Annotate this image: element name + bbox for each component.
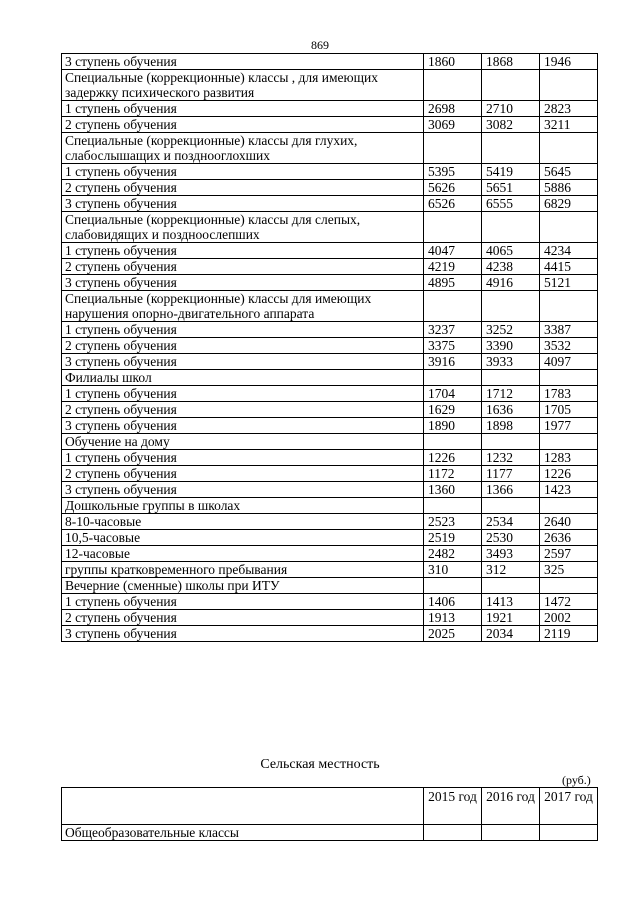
cell-value: 2034 bbox=[482, 626, 540, 642]
table-row bbox=[62, 180, 598, 196]
table-row bbox=[62, 530, 598, 546]
cell-value: 2534 bbox=[482, 514, 540, 530]
column-header: 2017 год bbox=[540, 788, 598, 825]
table-row bbox=[62, 291, 598, 322]
table-row bbox=[62, 594, 598, 610]
row-label: 1 ступень обучения bbox=[62, 322, 424, 338]
cell-value: 3069 bbox=[424, 117, 482, 133]
table-row bbox=[62, 498, 598, 514]
cell-value: 2002 bbox=[540, 610, 598, 626]
cell-value: 3532 bbox=[540, 338, 598, 354]
cell-value: 5645 bbox=[540, 164, 598, 180]
cell-value: 4219 bbox=[424, 259, 482, 275]
cell-value: 2530 bbox=[482, 530, 540, 546]
row-label: 3 ступень обучения bbox=[62, 196, 424, 212]
row-label: 3 ступень обучения bbox=[62, 626, 424, 642]
table-row bbox=[62, 117, 598, 133]
cell-value: 5651 bbox=[482, 180, 540, 196]
table-row bbox=[62, 54, 598, 70]
table-row bbox=[62, 482, 598, 498]
row-label: 1 ступень обучения bbox=[62, 101, 424, 117]
row-label: 3 ступень обучения bbox=[62, 54, 424, 70]
table-row bbox=[62, 196, 598, 212]
table-row bbox=[62, 101, 598, 117]
row-label: Специальные (коррекционные) классы для глухих, слабослышащих и позднооглохших bbox=[62, 133, 424, 164]
cell-value: 3916 bbox=[424, 354, 482, 370]
row-label: Специальные (коррекционные) классы для имеющих нарушения опорно-двигательного аппарата bbox=[62, 291, 424, 322]
cell-value: 3082 bbox=[482, 117, 540, 133]
column-header: 2015 год bbox=[424, 788, 482, 825]
cell-value: 5419 bbox=[482, 164, 540, 180]
cell-value: 2636 bbox=[540, 530, 598, 546]
row-label: 1 ступень обучения bbox=[62, 386, 424, 402]
cell-value: 1921 bbox=[482, 610, 540, 626]
cell-value bbox=[482, 70, 540, 101]
cell-value: 1360 bbox=[424, 482, 482, 498]
cell-value: 1406 bbox=[424, 594, 482, 610]
cell-value: 6829 bbox=[540, 196, 598, 212]
row-label: 3 ступень обучения bbox=[62, 354, 424, 370]
cell-value bbox=[424, 70, 482, 101]
cell-value bbox=[482, 291, 540, 322]
cell-value: 5121 bbox=[540, 275, 598, 291]
cell-value: 4916 bbox=[482, 275, 540, 291]
row-label: 1 ступень обучения bbox=[62, 243, 424, 259]
row-label: Специальные (коррекционные) классы для слепых, слабовидящих и поздноослепших bbox=[62, 212, 424, 243]
row-label: 1 ступень обучения bbox=[62, 450, 424, 466]
cell-value bbox=[424, 133, 482, 164]
table-row bbox=[62, 434, 598, 450]
row-label: 3 ступень обучения bbox=[62, 482, 424, 498]
cell-value: 5886 bbox=[540, 180, 598, 196]
cell-value bbox=[482, 133, 540, 164]
cell-value: 1629 bbox=[424, 402, 482, 418]
table-row bbox=[62, 402, 598, 418]
cell-value: 3252 bbox=[482, 322, 540, 338]
cell-value: 4234 bbox=[540, 243, 598, 259]
table-row bbox=[62, 164, 598, 180]
row-label: Вечерние (сменные) школы при ИТУ bbox=[62, 578, 424, 594]
cell-value bbox=[482, 434, 540, 450]
cell-value bbox=[540, 70, 598, 101]
cell-value: 5626 bbox=[424, 180, 482, 196]
cell-value: 1423 bbox=[540, 482, 598, 498]
cell-value: 6526 bbox=[424, 196, 482, 212]
cell-value bbox=[482, 578, 540, 594]
table-row bbox=[62, 275, 598, 291]
table-row bbox=[62, 70, 598, 101]
cost-table-body bbox=[62, 54, 598, 642]
cell-value: 1232 bbox=[482, 450, 540, 466]
cell-value bbox=[424, 578, 482, 594]
cell-value: 3211 bbox=[540, 117, 598, 133]
cell-value: 2519 bbox=[424, 530, 482, 546]
table-row bbox=[62, 610, 598, 626]
cell-value: 1177 bbox=[482, 466, 540, 482]
cell-value bbox=[424, 825, 482, 841]
cell-value bbox=[424, 434, 482, 450]
cell-value bbox=[482, 370, 540, 386]
cell-value bbox=[482, 825, 540, 841]
row-label: 1 ступень обучения bbox=[62, 594, 424, 610]
cell-value: 6555 bbox=[482, 196, 540, 212]
row-label: 2 ступень обучения bbox=[62, 610, 424, 626]
table-header-row bbox=[62, 788, 598, 825]
cell-value: 1946 bbox=[540, 54, 598, 70]
cell-value bbox=[540, 825, 598, 841]
cell-value: 4415 bbox=[540, 259, 598, 275]
cell-value: 2823 bbox=[540, 101, 598, 117]
cell-value: 2710 bbox=[482, 101, 540, 117]
row-label: 2 ступень обучения bbox=[62, 338, 424, 354]
cell-value: 5395 bbox=[424, 164, 482, 180]
cell-value: 2482 bbox=[424, 546, 482, 562]
cell-value: 3387 bbox=[540, 322, 598, 338]
cell-value bbox=[424, 212, 482, 243]
row-label: 1 ступень обучения bbox=[62, 164, 424, 180]
table-row bbox=[62, 562, 598, 578]
cell-value: 4097 bbox=[540, 354, 598, 370]
cell-value: 1898 bbox=[482, 418, 540, 434]
cell-value: 4065 bbox=[482, 243, 540, 259]
table-row bbox=[62, 418, 598, 434]
page-number: 869 bbox=[311, 38, 329, 52]
column-header: 2016 год bbox=[482, 788, 540, 825]
row-label: Дошкольные группы в школах bbox=[62, 498, 424, 514]
cell-value: 2119 bbox=[540, 626, 598, 642]
table-row bbox=[62, 259, 598, 275]
cell-value: 1704 bbox=[424, 386, 482, 402]
row-label: Обучение на дому bbox=[62, 434, 424, 450]
row-label: 3 ступень обучения bbox=[62, 275, 424, 291]
cell-value bbox=[540, 434, 598, 450]
cell-value bbox=[540, 133, 598, 164]
cell-value: 1783 bbox=[540, 386, 598, 402]
cell-value: 1860 bbox=[424, 54, 482, 70]
cell-value bbox=[424, 370, 482, 386]
cell-value: 312 bbox=[482, 562, 540, 578]
cell-value: 3933 bbox=[482, 354, 540, 370]
cell-value: 1868 bbox=[482, 54, 540, 70]
cell-value bbox=[540, 370, 598, 386]
cost-table bbox=[61, 53, 598, 642]
cell-value: 1890 bbox=[424, 418, 482, 434]
cell-value: 2025 bbox=[424, 626, 482, 642]
rural-cost-table bbox=[61, 787, 598, 841]
cell-value: 4895 bbox=[424, 275, 482, 291]
cell-value: 1366 bbox=[482, 482, 540, 498]
row-label: 2 ступень обучения bbox=[62, 180, 424, 196]
cell-value bbox=[540, 212, 598, 243]
cell-value bbox=[540, 291, 598, 322]
row-label: 2 ступень обучения bbox=[62, 466, 424, 482]
cell-value: 1913 bbox=[424, 610, 482, 626]
cell-value: 1472 bbox=[540, 594, 598, 610]
table-row bbox=[62, 514, 598, 530]
cell-value: 310 bbox=[424, 562, 482, 578]
table-row bbox=[62, 466, 598, 482]
table-row bbox=[62, 626, 598, 642]
row-label: 12-часовые bbox=[62, 546, 424, 562]
row-label: 2 ступень обучения bbox=[62, 117, 424, 133]
row-label: Общеобразовательные классы bbox=[62, 825, 424, 841]
cell-value bbox=[540, 578, 598, 594]
column-header bbox=[62, 788, 424, 825]
row-label: 3 ступень обучения bbox=[62, 418, 424, 434]
cell-value: 325 bbox=[540, 562, 598, 578]
cell-value: 1283 bbox=[540, 450, 598, 466]
table-row bbox=[62, 212, 598, 243]
table-row bbox=[62, 354, 598, 370]
row-label: Специальные (коррекционные) классы , для имеющих задержку психического развития bbox=[62, 70, 424, 101]
row-label: 2 ступень обучения bbox=[62, 402, 424, 418]
cell-value: 4238 bbox=[482, 259, 540, 275]
table-row bbox=[62, 370, 598, 386]
cell-value bbox=[424, 291, 482, 322]
cell-value: 1226 bbox=[424, 450, 482, 466]
cell-value: 3390 bbox=[482, 338, 540, 354]
cell-value: 1636 bbox=[482, 402, 540, 418]
cell-value: 3493 bbox=[482, 546, 540, 562]
cell-value: 1226 bbox=[540, 466, 598, 482]
section-title: Сельская местность bbox=[260, 757, 380, 772]
row-label: 10,5-часовые bbox=[62, 530, 424, 546]
table-row bbox=[62, 546, 598, 562]
row-label: 2 ступень обучения bbox=[62, 259, 424, 275]
cell-value bbox=[482, 498, 540, 514]
cell-value: 1413 bbox=[482, 594, 540, 610]
cell-value: 3237 bbox=[424, 322, 482, 338]
row-label: 8-10-часовые bbox=[62, 514, 424, 530]
cell-value: 1705 bbox=[540, 402, 598, 418]
table-row bbox=[62, 322, 598, 338]
table-row bbox=[62, 578, 598, 594]
cell-value: 1172 bbox=[424, 466, 482, 482]
cell-value: 1977 bbox=[540, 418, 598, 434]
cell-value: 2640 bbox=[540, 514, 598, 530]
table-row bbox=[62, 450, 598, 466]
cell-value: 1712 bbox=[482, 386, 540, 402]
cell-value bbox=[540, 498, 598, 514]
cell-value: 2597 bbox=[540, 546, 598, 562]
table-row bbox=[62, 338, 598, 354]
cell-value: 3375 bbox=[424, 338, 482, 354]
unit-note: (руб.) bbox=[562, 773, 591, 787]
table-row bbox=[62, 243, 598, 259]
row-label: группы кратковременного пребывания bbox=[62, 562, 424, 578]
table-row bbox=[62, 825, 598, 841]
cell-value: 2523 bbox=[424, 514, 482, 530]
cell-value: 4047 bbox=[424, 243, 482, 259]
rural-table-body bbox=[62, 788, 598, 841]
cell-value bbox=[482, 212, 540, 243]
table-row bbox=[62, 386, 598, 402]
row-label: Филиалы школ bbox=[62, 370, 424, 386]
cell-value: 2698 bbox=[424, 101, 482, 117]
cell-value bbox=[424, 498, 482, 514]
table-row bbox=[62, 133, 598, 164]
